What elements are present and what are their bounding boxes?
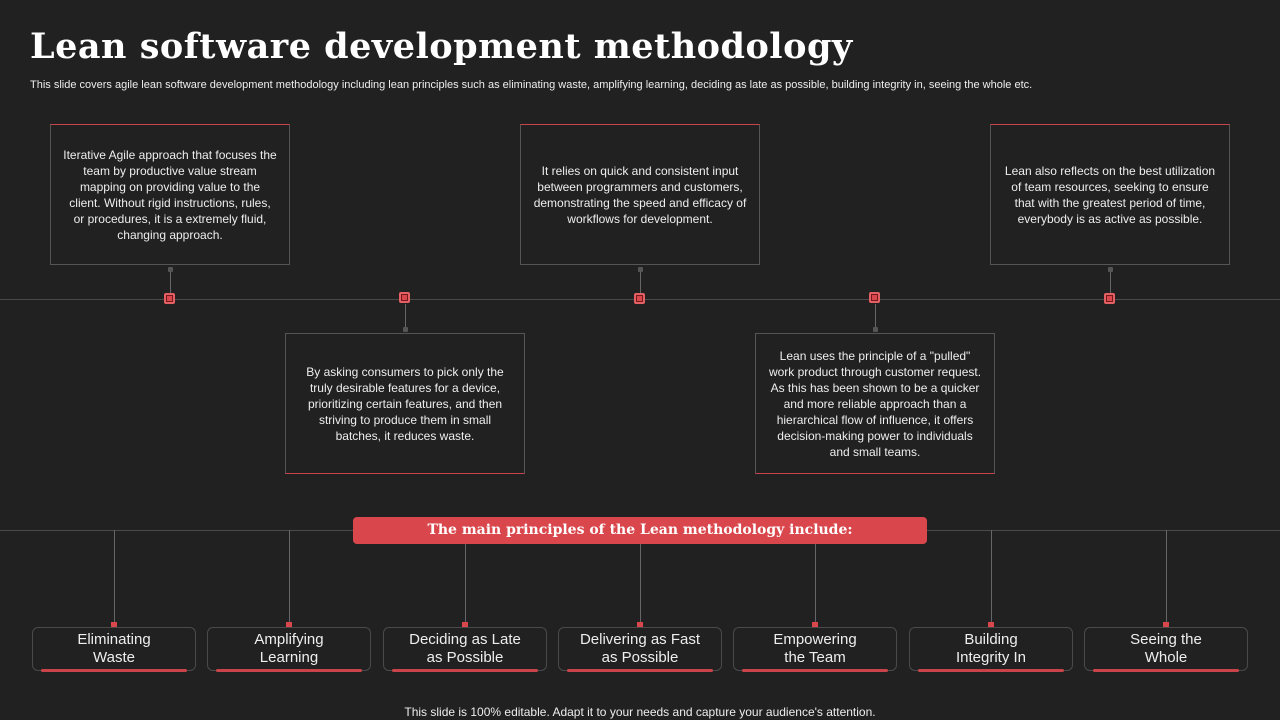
footer-note: This slide is 100% editable. Adapt it to your needs and capture your audience's attention. <box>404 705 876 719</box>
principle-delivering-fast <box>558 627 722 671</box>
timeline-box-4: Lean uses the principle of a "pulled" work product through customer request. As this has been shown to be a quicker and more reliable approach than a hierarchical flow of influence, it offers decision-making power to individuals and small teams. <box>755 333 995 474</box>
connector-dot <box>873 327 878 332</box>
principle-line: as Possible <box>601 649 679 666</box>
timeline-marker-icon <box>634 293 645 304</box>
principle-line: Waste <box>93 649 135 666</box>
connector <box>114 530 115 624</box>
principle-line: Whole <box>1144 649 1188 666</box>
page-subtitle: This slide covers agile lean software development methodology including lean principles such as eliminating waste, amplifying learning, deciding as late as possible, building integrity in, seeing the whole etc. <box>30 79 1033 91</box>
principle-line: Delivering as Fast <box>579 631 701 648</box>
connector-dot <box>403 327 408 332</box>
connector <box>1110 269 1111 294</box>
principle-line: the Team <box>784 649 846 666</box>
principle-seeing-whole <box>1084 627 1248 671</box>
connector-dot <box>638 267 643 272</box>
connector <box>815 544 816 624</box>
connector <box>640 544 641 624</box>
connector-dot <box>168 267 173 272</box>
principle-line: as Possible <box>426 649 504 666</box>
principle-line: Learning <box>259 649 319 666</box>
connector <box>991 530 992 624</box>
connector <box>405 304 406 329</box>
connector-dot <box>1108 267 1113 272</box>
timeline-marker-icon <box>869 292 880 303</box>
timeline-box-3: It relies on quick and consistent input between programmers and customers, demonstrating the speed and efficacy of workflows for development. <box>520 124 760 265</box>
timeline-marker-icon <box>399 292 410 303</box>
principle-line: Empowering <box>773 631 857 648</box>
connector <box>465 544 466 624</box>
connector <box>640 269 641 294</box>
principle-line: Amplifying <box>254 631 324 648</box>
timeline-box-1: Iterative Agile approach that focuses the team by productive value stream mapping on providing value to the client. Without rigid instructions, rules, or procedures, it is a extremely fluid, changing approach. <box>50 124 290 265</box>
page-title: Lean software development methodology <box>30 26 853 67</box>
principle-deciding-late <box>383 627 547 671</box>
principle-line: Deciding as Late <box>409 631 521 648</box>
timeline-marker-icon <box>1104 293 1115 304</box>
principle-building-integrity <box>909 627 1073 671</box>
principle-line: Integrity In <box>955 649 1027 666</box>
timeline-box-2: By asking consumers to pick only the truly desirable features for a device, prioritizing certain features, and then striving to produce them in small batches, it reduces waste. <box>285 333 525 474</box>
principle-amplifying-learning <box>207 627 371 671</box>
connector <box>289 530 290 624</box>
connector <box>1166 530 1167 624</box>
principle-line: Building <box>964 631 1018 648</box>
timeline-box-5: Lean also reflects on the best utilization of team resources, seeking to ensure that with the greatest period of time, everybody is as active as possible. <box>990 124 1230 265</box>
principle-eliminating-waste <box>32 627 196 671</box>
principle-line: Eliminating <box>77 631 151 648</box>
principle-empowering-team <box>733 627 897 671</box>
connector <box>170 269 171 294</box>
connector <box>875 304 876 329</box>
principles-banner: The main principles of the Lean methodology include: <box>353 517 927 544</box>
timeline-marker-icon <box>164 293 175 304</box>
principle-line: Seeing the <box>1130 631 1202 648</box>
